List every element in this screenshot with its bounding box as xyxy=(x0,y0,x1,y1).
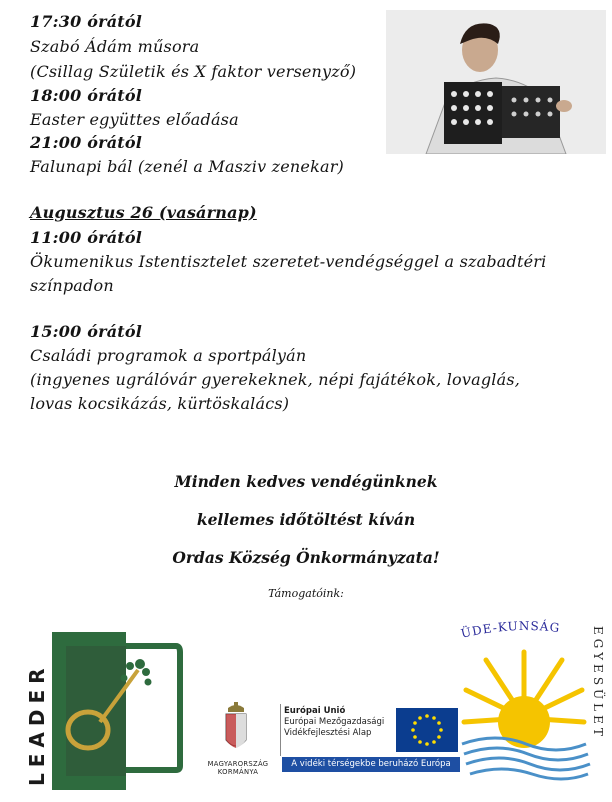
eu-label xyxy=(284,706,384,739)
program-csaladi: Családi programok a sportpályán xyxy=(30,346,307,365)
ude-arc-text: ÜDE-KUNSÁG xyxy=(459,618,561,641)
eu-divider xyxy=(280,704,281,756)
gov-line-2: KORMÁNYA xyxy=(217,768,259,776)
government-label xyxy=(196,760,280,776)
eu-line-3: Vidékfejlesztési Alap xyxy=(284,728,372,738)
gov-line-1: MAGYARORSZÁG xyxy=(207,760,269,768)
accordion-player-image xyxy=(386,10,606,154)
program-easter: Easter együttes előadása xyxy=(30,110,239,129)
ude-side-text: EGYESÜLET xyxy=(591,626,605,740)
sun-waves-icon xyxy=(456,618,606,798)
closing-line-1: Minden kedves vendégünknek xyxy=(174,472,438,491)
time-1730: 17:30 órától xyxy=(30,12,143,31)
eu-line-2: Európai Mezőgazdasági xyxy=(284,717,385,727)
supporters-label: Támogatóink: xyxy=(268,587,344,600)
time-1500: 15:00 órától xyxy=(30,322,143,341)
leader-wordmark: LEADER xyxy=(26,662,49,786)
eu-flag-icon xyxy=(396,708,458,752)
closing-line-2: kellemes időtöltést kíván xyxy=(196,510,416,529)
closing-line-3: Ordas Község Önkormányzata! xyxy=(172,548,440,567)
program-falunapi-bal: Falunapi bál (zenél a Masziv zenekar) xyxy=(30,157,344,176)
eu-line-1: Európai Unió xyxy=(284,706,346,716)
ude-kunsag-logo xyxy=(456,618,606,798)
program-szabo-note: (Csillag Születik és X faktor versenyző) xyxy=(30,62,357,81)
program-szabo-adam: Szabó Ádám műsora xyxy=(30,37,200,56)
program-istentisztelet: Ökumenikus Istentisztelet szeretet-vendégséggel a szabadtéri xyxy=(30,252,547,271)
leader-emblem-icon xyxy=(26,626,194,790)
performer-photo xyxy=(386,10,606,154)
program-lovas: lovas kocsikázás, kürtöskalács) xyxy=(30,394,290,413)
day-heading: Augusztus 26 (vasárnap) xyxy=(30,203,257,222)
government-crest xyxy=(196,700,276,790)
coat-of-arms-icon xyxy=(196,700,276,760)
program-ingyenes: (ingyenes ugrálóvár gyerekeknek, népi fajátékok, lovaglás, xyxy=(30,370,521,389)
program-szinpadon: színpadon xyxy=(30,276,114,295)
leader-logo xyxy=(26,626,194,790)
time-1100: 11:00 órától xyxy=(30,228,143,247)
time-2100: 21:00 órától xyxy=(30,133,143,152)
eu-banner: A vidéki térségekbe beruházó Európa xyxy=(282,757,460,772)
time-1800: 18:00 órától xyxy=(30,86,143,105)
